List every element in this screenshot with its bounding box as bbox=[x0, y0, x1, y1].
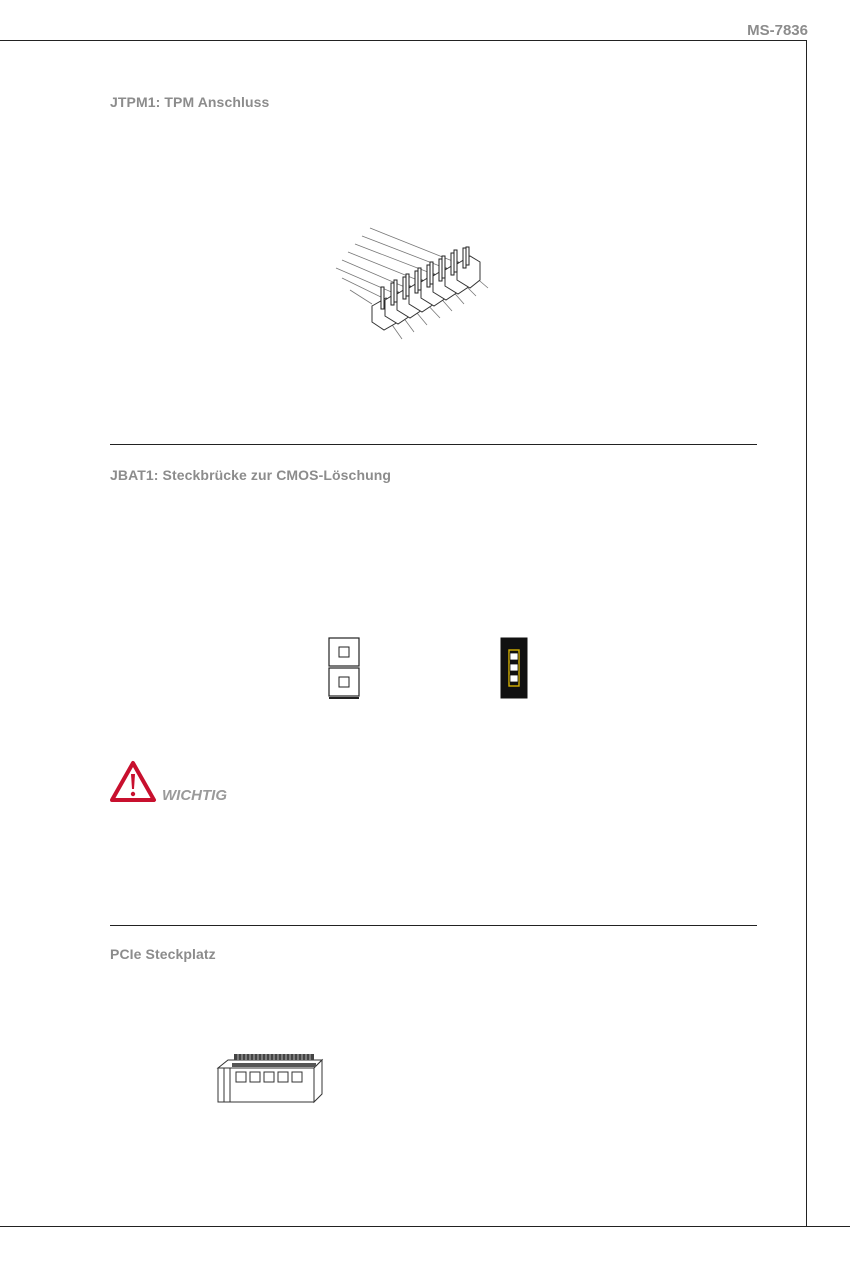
jbat-jumper-open-diagram bbox=[328, 636, 368, 706]
jbat-jumper-closed-diagram bbox=[500, 636, 540, 706]
section-divider-1 bbox=[110, 444, 757, 445]
bottom-rule bbox=[0, 1226, 850, 1227]
pcie-heading: PCIe Steckplatz bbox=[110, 946, 216, 962]
section-divider-2 bbox=[110, 925, 757, 926]
pcie-slot-diagram bbox=[216, 1048, 336, 1118]
tpm-heading: JTPM1: TPM Anschluss bbox=[110, 94, 270, 110]
model-number: MS-7836 bbox=[747, 22, 808, 39]
warning-icon bbox=[110, 760, 160, 804]
important-label: WICHTIG bbox=[162, 787, 227, 804]
jbat-heading: JBAT1: Steckbrücke zur CMOS-Löschung bbox=[110, 467, 392, 483]
tpm-connector-diagram bbox=[0, 0, 850, 360]
